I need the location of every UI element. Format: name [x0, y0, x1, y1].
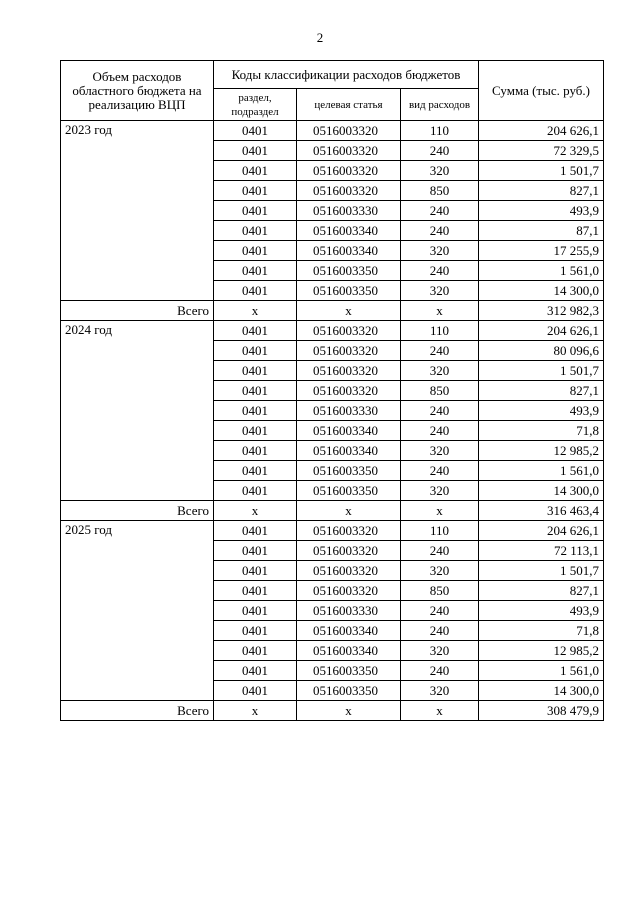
- article-code: 0516003350: [297, 661, 401, 681]
- kind-code: 240: [401, 541, 479, 561]
- kind-code: 320: [401, 241, 479, 261]
- section-code: 0401: [214, 321, 297, 341]
- total-article: х: [297, 501, 401, 521]
- sum-value: 12 985,2: [479, 641, 604, 661]
- sum-value: 14 300,0: [479, 281, 604, 301]
- sum-value: 71,8: [479, 421, 604, 441]
- article-code: 0516003340: [297, 241, 401, 261]
- section-code: 0401: [214, 621, 297, 641]
- kind-code: 850: [401, 581, 479, 601]
- kind-code: 240: [401, 261, 479, 281]
- article-code: 0516003320: [297, 581, 401, 601]
- kind-code: 320: [401, 161, 479, 181]
- kind-code: 240: [401, 341, 479, 361]
- sum-value: 17 255,9: [479, 241, 604, 261]
- article-code: 0516003320: [297, 521, 401, 541]
- sum-value: 493,9: [479, 201, 604, 221]
- total-label: Всего: [61, 301, 214, 321]
- kind-code: 240: [401, 401, 479, 421]
- article-code: 0516003340: [297, 641, 401, 661]
- article-code: 0516003350: [297, 681, 401, 701]
- section-code: 0401: [214, 581, 297, 601]
- sum-value: 1 561,0: [479, 261, 604, 281]
- article-code: 0516003320: [297, 341, 401, 361]
- kind-code: 240: [401, 421, 479, 441]
- article-code: 0516003340: [297, 621, 401, 641]
- sum-value: 80 096,6: [479, 341, 604, 361]
- total-article: х: [297, 701, 401, 721]
- section-code: 0401: [214, 421, 297, 441]
- section-code: 0401: [214, 161, 297, 181]
- kind-code: 320: [401, 281, 479, 301]
- sum-value: 493,9: [479, 401, 604, 421]
- article-code: 0516003320: [297, 361, 401, 381]
- header-sum: Сумма (тыс. руб.): [479, 61, 604, 121]
- kind-code: 110: [401, 121, 479, 141]
- article-code: 0516003330: [297, 401, 401, 421]
- sum-value: 493,9: [479, 601, 604, 621]
- section-code: 0401: [214, 221, 297, 241]
- total-kind: х: [401, 301, 479, 321]
- kind-code: 240: [401, 621, 479, 641]
- article-code: 0516003320: [297, 141, 401, 161]
- total-section: х: [214, 301, 297, 321]
- section-code: 0401: [214, 541, 297, 561]
- article-code: 0516003320: [297, 561, 401, 581]
- article-code: 0516003330: [297, 201, 401, 221]
- kind-code: 110: [401, 321, 479, 341]
- table-header: [61, 61, 604, 121]
- article-code: 0516003320: [297, 321, 401, 341]
- total-label: Всего: [61, 501, 214, 521]
- section-code: 0401: [214, 481, 297, 501]
- total-section: х: [214, 501, 297, 521]
- table-body: [61, 121, 604, 721]
- sum-value: 827,1: [479, 581, 604, 601]
- budget-table: [60, 60, 604, 721]
- table-row: [61, 121, 604, 141]
- sum-value: 71,8: [479, 621, 604, 641]
- article-code: 0516003350: [297, 461, 401, 481]
- kind-code: 320: [401, 441, 479, 461]
- kind-code: 320: [401, 681, 479, 701]
- kind-code: 240: [401, 601, 479, 621]
- article-code: 0516003320: [297, 161, 401, 181]
- table-row: [61, 521, 604, 541]
- table-row: [61, 321, 604, 341]
- total-sum: 316 463,4: [479, 501, 604, 521]
- total-label: Всего: [61, 701, 214, 721]
- section-code: 0401: [214, 201, 297, 221]
- sum-value: 1 561,0: [479, 661, 604, 681]
- kind-code: 240: [401, 141, 479, 161]
- header-article: целевая статья: [297, 89, 401, 121]
- total-row: [61, 701, 604, 721]
- section-code: 0401: [214, 281, 297, 301]
- section-code: 0401: [214, 381, 297, 401]
- sum-value: 72 113,1: [479, 541, 604, 561]
- kind-code: 320: [401, 361, 479, 381]
- article-code: 0516003340: [297, 221, 401, 241]
- sum-value: 204 626,1: [479, 321, 604, 341]
- header-kind: вид расходов: [401, 89, 479, 121]
- page-number: 2: [316, 30, 324, 45]
- year-label: 2024 год: [61, 321, 214, 501]
- kind-code: 240: [401, 661, 479, 681]
- section-code: 0401: [214, 641, 297, 661]
- total-sum: 312 982,3: [479, 301, 604, 321]
- article-code: 0516003350: [297, 261, 401, 281]
- section-code: 0401: [214, 461, 297, 481]
- sum-value: 1 501,7: [479, 361, 604, 381]
- total-row: [61, 301, 604, 321]
- kind-code: 320: [401, 561, 479, 581]
- section-code: 0401: [214, 601, 297, 621]
- total-sum: 308 479,9: [479, 701, 604, 721]
- section-code: 0401: [214, 561, 297, 581]
- article-code: 0516003320: [297, 381, 401, 401]
- sum-value: 1 501,7: [479, 161, 604, 181]
- section-code: 0401: [214, 521, 297, 541]
- article-code: 0516003350: [297, 481, 401, 501]
- article-code: 0516003350: [297, 281, 401, 301]
- kind-code: 320: [401, 641, 479, 661]
- kind-code: 850: [401, 181, 479, 201]
- total-kind: х: [401, 701, 479, 721]
- kind-code: 240: [401, 201, 479, 221]
- section-code: 0401: [214, 661, 297, 681]
- section-code: 0401: [214, 241, 297, 261]
- header-codes: Коды классификации расходов бюджетов: [214, 61, 479, 89]
- header-section: раздел, подраздел: [214, 89, 297, 121]
- header-volume: Объем расходов областного бюджета на реализацию ВЦП: [61, 61, 214, 121]
- sum-value: 1 501,7: [479, 561, 604, 581]
- section-code: 0401: [214, 361, 297, 381]
- sum-value: 72 329,5: [479, 141, 604, 161]
- section-code: 0401: [214, 141, 297, 161]
- section-code: 0401: [214, 121, 297, 141]
- section-code: 0401: [214, 341, 297, 361]
- total-article: х: [297, 301, 401, 321]
- total-kind: х: [401, 501, 479, 521]
- sum-value: 14 300,0: [479, 481, 604, 501]
- kind-code: 850: [401, 381, 479, 401]
- sum-value: 1 561,0: [479, 461, 604, 481]
- article-code: 0516003340: [297, 441, 401, 461]
- article-code: 0516003320: [297, 181, 401, 201]
- total-row: [61, 501, 604, 521]
- year-label: 2023 год: [61, 121, 214, 301]
- section-code: 0401: [214, 681, 297, 701]
- sum-value: 14 300,0: [479, 681, 604, 701]
- sum-value: 12 985,2: [479, 441, 604, 461]
- kind-code: 240: [401, 461, 479, 481]
- sum-value: 204 626,1: [479, 521, 604, 541]
- sum-value: 827,1: [479, 181, 604, 201]
- section-code: 0401: [214, 441, 297, 461]
- article-code: 0516003330: [297, 601, 401, 621]
- article-code: 0516003320: [297, 541, 401, 561]
- kind-code: 110: [401, 521, 479, 541]
- section-code: 0401: [214, 261, 297, 281]
- section-code: 0401: [214, 181, 297, 201]
- sum-value: 204 626,1: [479, 121, 604, 141]
- kind-code: 240: [401, 221, 479, 241]
- sum-value: 87,1: [479, 221, 604, 241]
- sum-value: 827,1: [479, 381, 604, 401]
- year-label: 2025 год: [61, 521, 214, 701]
- article-code: 0516003340: [297, 421, 401, 441]
- article-code: 0516003320: [297, 121, 401, 141]
- kind-code: 320: [401, 481, 479, 501]
- section-code: 0401: [214, 401, 297, 421]
- total-section: х: [214, 701, 297, 721]
